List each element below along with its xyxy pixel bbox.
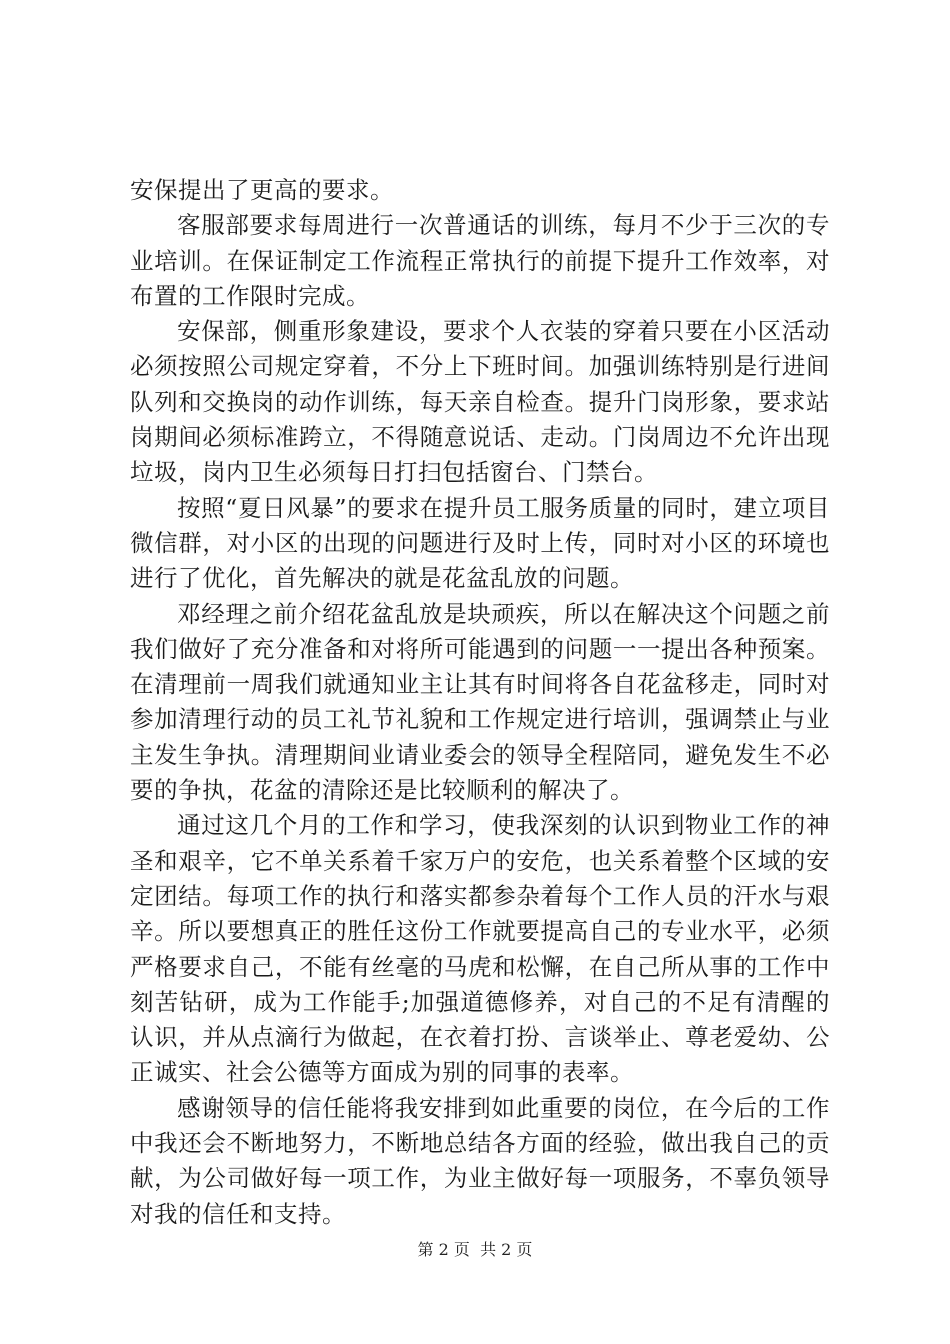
document-body: [130, 173, 830, 1232]
paragraph-reflection: 通过这几个月的工作和学习，使我深刻的认识到物业工作的神圣和艰辛，它不单关系着千家万户的安危，也关系着整个区域的安定团结。每项工作的执行和落实都参杂着每个工作人员的汗水与艰辛。所以要想真正的胜任这份工作就要提高自己的专业水平，必须严格要求自己，不能有丝毫的马虎和松懈，在自己所从事的工作中刻苦钻研，成为工作能手;加强道德修养，对自己的不足有清醒的认识，并从点滴行为做起，在衣着打扮、言谈举止、尊老爱幼、公正诚实、社会公德等方面成为别的同事的表率。: [130, 811, 830, 1087]
paragraph-security-department: 安保部，侧重形象建设，要求个人衣装的穿着只要在小区活动必须按照公司规定穿着，不分上下班时间。加强训练特别是行进间队列和交换岗的动作训练，每天亲自检查。提升门岗形象，要求站岗期间必须标准跨立，不得随意说话、走动。门岗周边不允许出现垃圾，岗内卫生必须每日打扫包括窗台、门禁台。: [130, 317, 830, 487]
paragraph-thanks: 感谢领导的信任能将我安排到如此重要的岗位，在今后的工作中我还会不断地努力，不断地总结各方面的经验，做出我自己的贡献，为公司做好每一项工作，为业主做好每一项服务，不辜负领导对我的信任和支持。: [130, 1093, 830, 1228]
page-number-footer: 第 2 页 共 2 页: [417, 1240, 533, 1259]
paragraph-customer-service: 客服部要求每周进行一次普通话的训练，每月不少于三次的专业培训。在保证制定工作流程正常执行的前提下提升工作效率，对布置的工作限时完成。: [130, 211, 830, 310]
paragraph-summer-storm: 按照“夏日风暴”的要求在提升员工服务质量的同时，建立项目微信群，对小区的出现的问题进行及时上传，同时对小区的环境也进行了优化，首先解决的就是花盆乱放的问题。: [130, 493, 830, 593]
paragraph-flowerpot-cleanup: 邓经理之前介绍花盆乱放是块顽疾，所以在解决这个问题之前我们做好了充分准备和对将所可能遇到的问题一一提出各种预案。在清理前一周我们就通知业主让其有时间将各自花盆移走，同时对参加清理行动的员工礼节礼貌和工作规定进行培训，强调禁止与业主发生争执。清理期间业请业委会的领导全程陪同，避免发生不必要的争执，花盆的清除还是比较顺利的解决了。: [130, 599, 830, 805]
paragraph-continuation: 安保提出了更高的要求。: [130, 176, 394, 204]
